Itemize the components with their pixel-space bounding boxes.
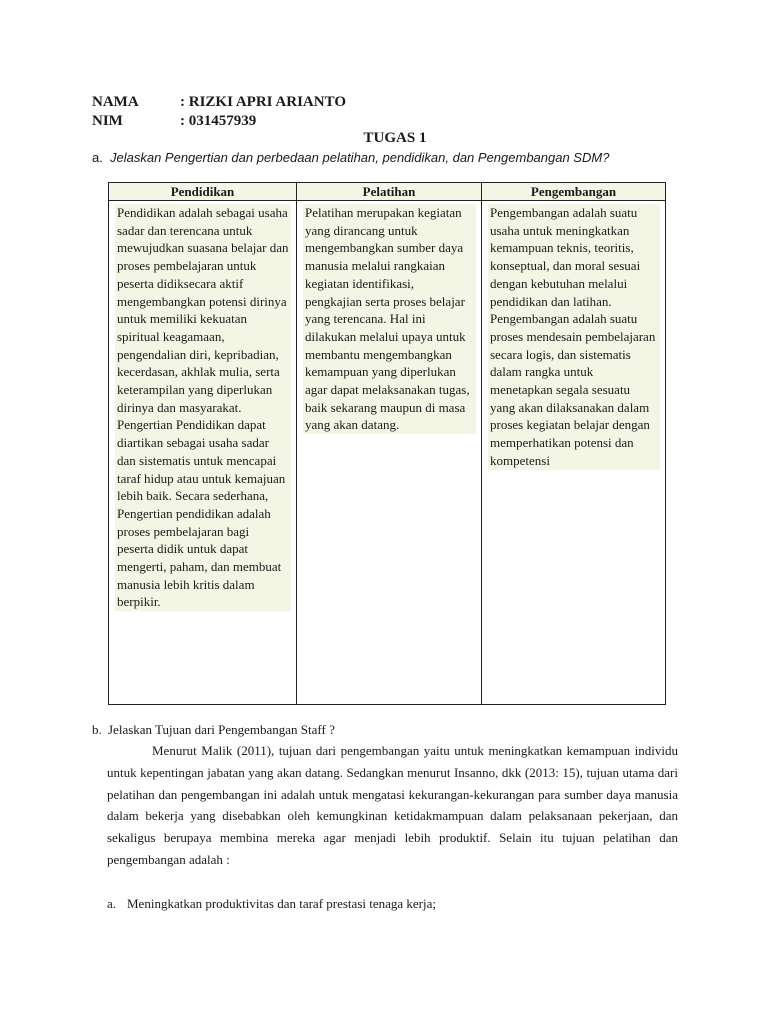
nim-label: NIM <box>92 113 123 129</box>
pendidikan-text: Pendidikan adalah sebagai usaha sadar dan terencana untuk mewujudkan suasana belajar dan proses pembelajaran untuk peserta didiksecara aktif mengembangkan potensi dirinya untuk memiliki kekuatan spiritual keagamaan, pengendalian diri, kepribadian, kecerdasan, akhlak mulia, serta keterampilan yang diperlukan dirinya dan masyarakat. Pengertian Pendidikan dapat diartikan sebagai usaha sadar dan sistematis untuk mencapai taraf hidup atau untuk kemajuan lebih baik. Secara sederhana, Pengertian pendidikan adalah proses pembelajaran bagi peserta didik untuk dapat mengerti, paham, dan membuat manusia lebih kritis dalam berpikir. <box>115 204 291 611</box>
nama-value: : RIZKI APRI ARIANTO <box>180 94 347 110</box>
comparison-table <box>108 182 666 705</box>
question-a-text: Jelaskan Pengertian dan perbedaan pelatihan, pendidikan, dan Pengembangan SDM? <box>110 150 610 165</box>
table-header-pengembangan: Pengembangan <box>482 183 666 201</box>
table-cell-pelatihan <box>297 201 482 705</box>
table-cell-pendidikan <box>109 201 297 705</box>
answer-paragraph: Menurut Malik (2011), tujuan dari pengembangan yaitu untuk meningkatkan kemampuan individu untuk kepentingan jabatan yang akan datang. Sedangkan menurut Insanno, dkk (2013: 15), tujuan utama dari pelatihan dan pengembangan ini adalah untuk mengatasi kekurangan-kekurangan para sumber daya manusia dalam bekerja yang disebabkan oleh kemungkinan ketidakmampuan dalam pelaksanaan pekerjaan, dan sekaligus berupaya membina mereka agar menjadi lebih produktif. Selain itu tujuan pelatihan dan pengembangan adalah : <box>107 743 678 867</box>
question-b <box>92 722 335 738</box>
nama-label: NAMA <box>92 94 139 110</box>
pelatihan-text: Pelatihan merupakan kegiatan yang dirancang untuk mengembangkan sumber daya manusia melalui rangkaian kegiatan identifikasi, pengkajian serta proses belajar yang terencana. Hal ini dilakukan melalui upaya untuk membantu mengembangkan kemampuan yang diperlukan agar dapat melaksanakan tugas, baik sekarang maupun di masa yang akan datang. <box>303 204 476 434</box>
table-header-pelatihan: Pelatihan <box>297 183 482 201</box>
page-title: TUGAS 1 <box>363 130 427 146</box>
nim-row <box>92 113 256 130</box>
nama-row <box>92 94 346 111</box>
question-b-text: Jelaskan Tujuan dari Pengembangan Staff ? <box>108 722 335 737</box>
question-a <box>92 150 609 165</box>
question-b-number: b. <box>92 722 102 737</box>
nim-value: : 031457939 <box>180 113 257 129</box>
table-row <box>109 201 666 705</box>
table-header-row <box>109 183 666 201</box>
question-a-number: a. <box>92 150 103 165</box>
table-header-pendidikan: Pendidikan <box>109 183 297 201</box>
list-item-text: Meningkatkan produktivitas dan taraf prestasi tenaga kerja; <box>127 896 437 911</box>
list-item-number: a. <box>107 896 117 911</box>
pengembangan-text: Pengembangan adalah suatu usaha untuk meningkatkan kemampuan teknis, teoritis, konseptual, dan moral sesuai dengan kebutuhan melalui pendidikan dan latihan. Pengembangan adalah suatu proses mendesain pembelajaran secara logis, dan sistematis dalam rangka untuk menetapkan segala sesuatu yang akan dilaksanakan dalam proses kegiatan belajar dengan memperhatikan potensi dan kompetensi <box>488 204 660 470</box>
list-item <box>107 896 436 912</box>
table-cell-pengembangan <box>482 201 666 705</box>
